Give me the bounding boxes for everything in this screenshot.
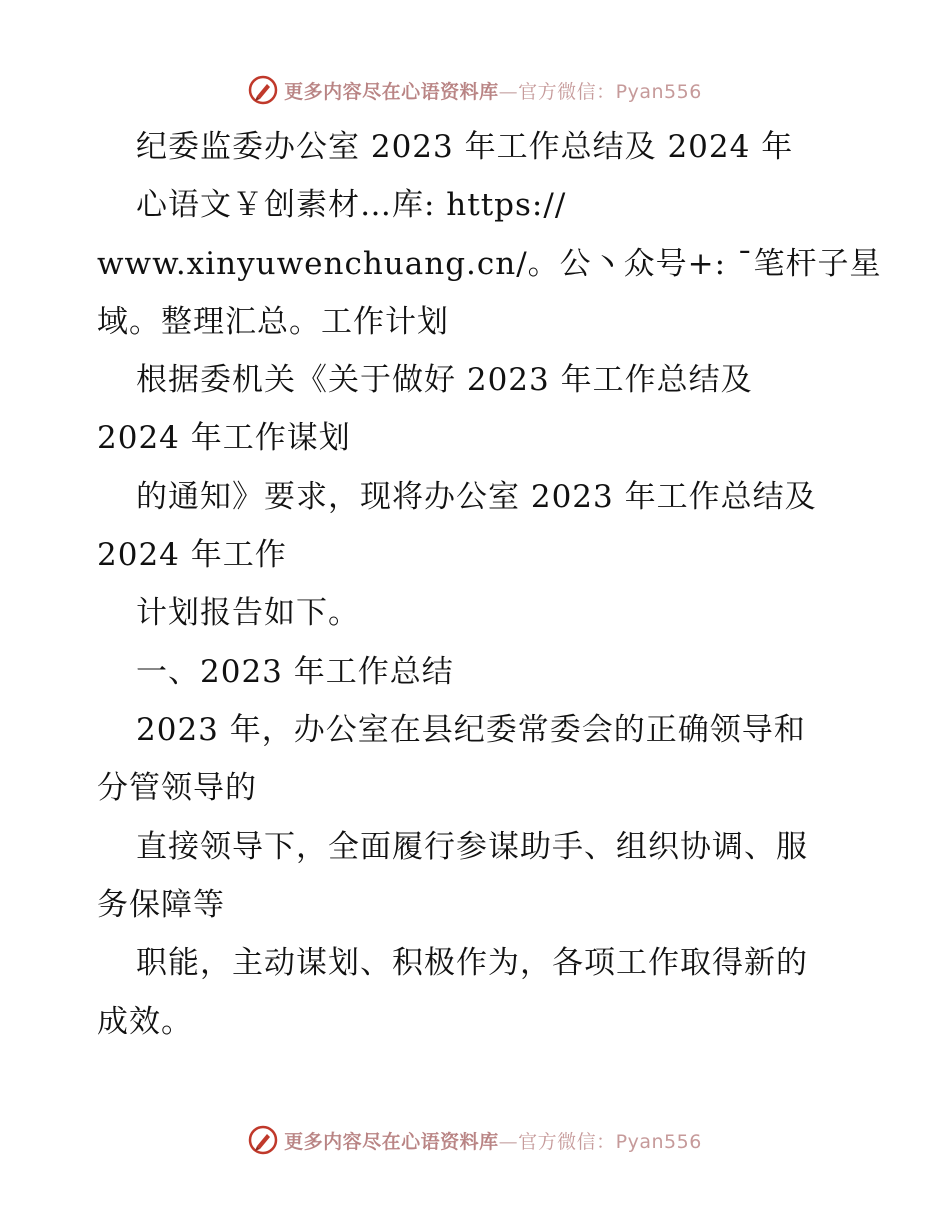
watermark-text: 更多内容尽在心语资料库—官方微信：Pyan556 [284, 1130, 702, 1153]
watermark-text: 更多内容尽在心语资料库—官方微信：Pyan556 [284, 80, 702, 103]
text-line: 域。整理汇总。工作计划 [97, 304, 449, 340]
text-line: 计划报告如下。 [136, 595, 360, 631]
document-title-line: 纪委监委办公室 2023 年工作总结及 2024 年 [136, 129, 794, 165]
text-line: 的通知》要求，现将办公室 2023 年工作总结及 [136, 479, 817, 515]
footer-watermark [0, 1120, 950, 1160]
section-heading: 一、2023 年工作总结 [136, 654, 454, 690]
pen-logo-icon [248, 75, 278, 105]
text-line: 分管领导的 [97, 770, 257, 806]
text-line: 成效。 [97, 1004, 193, 1040]
text-line: 务保障等 [97, 887, 225, 923]
pen-logo-icon [248, 1125, 278, 1155]
text-line: 根据委机关《关于做好 2023 年工作总结及 [136, 362, 753, 398]
text-line: 职能，主动谋划、积极作为，各项工作取得新的 [136, 945, 808, 981]
text-line: 2024 年工作谋划 [97, 420, 351, 456]
text-line: 2023 年，办公室在县纪委常委会的正确领导和 [136, 712, 806, 748]
text-line: 直接领导下，全面履行参谋助手、组织协调、服 [136, 829, 808, 865]
text-line: 心语文￥创素材…库: https:// [136, 187, 567, 223]
text-line: www.xinyuwenchuang.cn/。公丶众号+: ¯笔杆子星 [97, 246, 882, 282]
header-watermark [0, 70, 950, 110]
text-line: 2024 年工作 [97, 537, 287, 573]
